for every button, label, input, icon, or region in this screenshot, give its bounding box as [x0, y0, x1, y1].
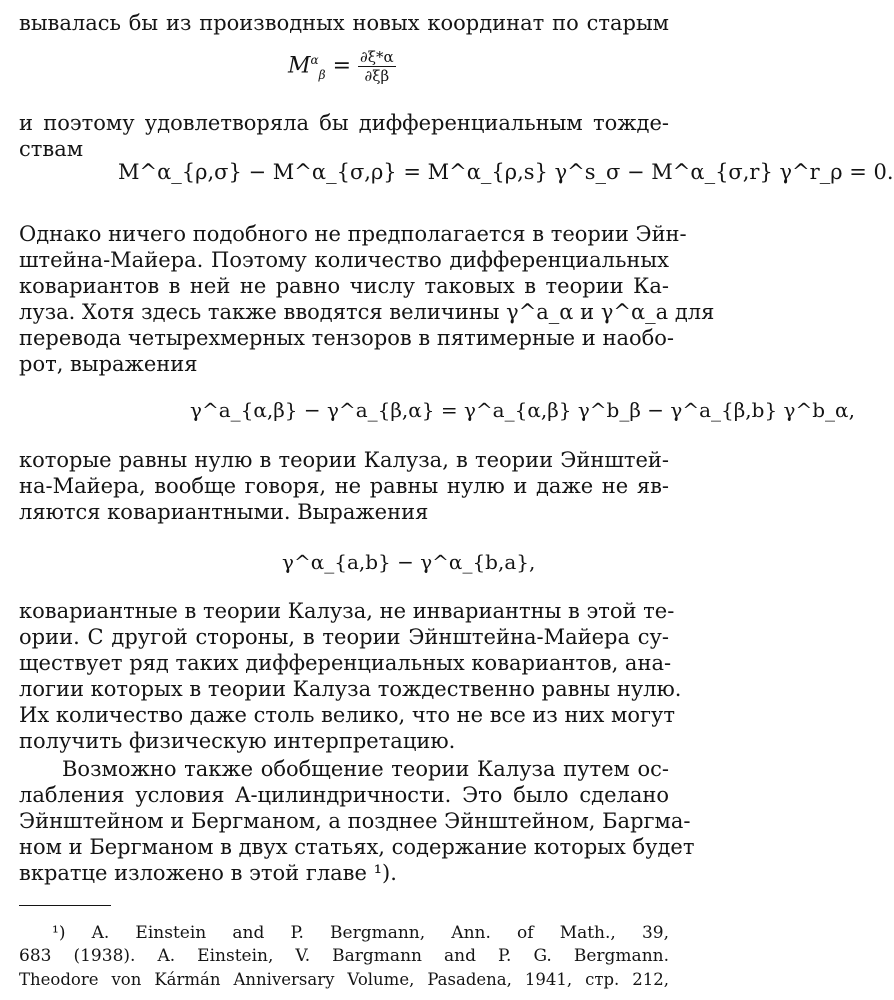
equation-jacobian [288, 48, 396, 85]
footnote-divider [19, 905, 111, 906]
text-line: лабления условия A-цилиндричности. Это было сделано [19, 783, 669, 807]
eq-superscript: α [310, 52, 319, 67]
footnote-line: ¹) A. Einstein and P. Bergmann, Ann. of Math., 39, [52, 923, 669, 943]
eq-symbol: M [288, 53, 311, 79]
text-line: и поэтому удовлетворяла бы дифференциальным тожде- [19, 111, 669, 135]
text-line: ковариантные в теории Калуза, не инвариантны в этой те- [19, 599, 675, 623]
text-line: вкратце изложено в этой главе ¹). [19, 861, 397, 885]
text-line: Эйнштейном и Бергманом, а позднее Эйнштейном, Баргма- [19, 809, 691, 833]
text-line: вывалась бы из производных новых координат по старым [19, 11, 669, 35]
text-line: ковариантов в ней не равно числу таковых в теории Ка- [19, 274, 669, 298]
footnote-line: Theodore von Kármán Anniversary Volume, Pasadena, 1941, стр. 212, [19, 970, 669, 989]
equation-gamma-derivatives: γ^a_{α,β} − γ^a_{β,α} = γ^a_{α,β} γ^b_β − γ^a_{β,b} γ^b_α, [190, 398, 855, 422]
text-line: получить физическую интерпретацию. [19, 729, 456, 753]
text-line: рот, выражения [19, 352, 198, 376]
text-line: Однако ничего подобного не предполагается в теории Эйн- [19, 222, 687, 246]
text-line: ществует ряд таких дифференциальных ковариантов, ана- [19, 651, 672, 675]
text-line: Возможно также обобщение теории Калуза путем ос- [62, 757, 669, 781]
text-line: логии которых в теории Калуза тождественно равны нулю. [19, 677, 682, 701]
text-line: штейна-Майера. Поэтому количество дифференциальных [19, 248, 669, 272]
text-line: ствам [19, 137, 84, 161]
text-line: Их количество даже столь велико, что не все из них могут [19, 703, 676, 727]
text-line: ляются ковариантными. Выражения [19, 500, 429, 524]
text-line: которые равны нулю в теории Калуза, в теории Эйнштей- [19, 448, 669, 472]
text-line: ном и Бергманом в двух статьях, содержание которых будет [19, 835, 695, 859]
eq-equals: = [332, 53, 352, 79]
text-line: на-Майера, вообще говоря, не равны нулю и даже не яв- [19, 474, 669, 498]
eq-fraction [358, 48, 396, 85]
eq-denominator: ∂ξβ [364, 67, 390, 85]
eq-subscript: β [318, 67, 326, 82]
footnote-line: 683 (1938). A. Einstein, V. Bargmann and P. G. Bergmann. [19, 946, 669, 966]
text-line: луза. Хотя здесь также вводятся величины γ^a_α и γ^α_a для [19, 300, 715, 324]
text-line: ории. С другой стороны, в теории Эйнштейна-Майера су- [19, 625, 669, 649]
equation-gamma-covariant: γ^α_{a,b} − γ^α_{b,a}, [282, 550, 536, 574]
equation-identity: M^α_{ρ,σ} − M^α_{σ,ρ} = M^α_{ρ,s} γ^s_σ − M^α_{σ,r} γ^r_ρ = 0. [118, 160, 894, 184]
eq-numerator: ∂ξ*α [360, 48, 394, 66]
text-line: перевода четырехмерных тензоров в пятимерные и наобо- [19, 326, 674, 350]
